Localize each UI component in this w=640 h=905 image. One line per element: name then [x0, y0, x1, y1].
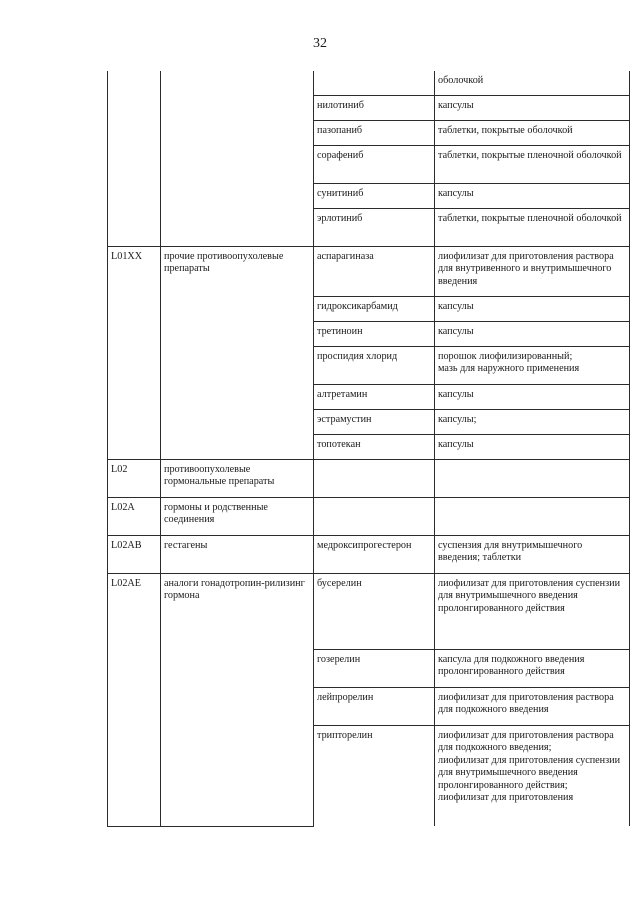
dosage-form-cell	[435, 71, 630, 95]
table-row	[108, 71, 630, 95]
dosage-form-cell	[435, 384, 630, 409]
drug-name-cell: гозерелин	[314, 649, 435, 687]
dosage-form-cell	[435, 95, 630, 120]
drug-name-cell: третиноин	[314, 321, 435, 346]
dosage-form-line: лиофилизат для приготовления раствора для внутривенного и внутримышечного введения	[438, 250, 614, 287]
drug-name-cell: аспарагиназа	[314, 246, 435, 296]
dosage-form-line: таблетки, покрытые оболочкой	[438, 124, 573, 136]
drug-name-cell	[314, 71, 435, 95]
dosage-form-line: суспензия для внутримышечного введения; таблетки	[438, 539, 583, 564]
dosage-form-line: оболочкой	[438, 75, 484, 86]
dosage-form-line: лиофилизат для приготовления суспензии для внутримышечного введения пролонгированного действия	[438, 577, 621, 614]
table-row	[108, 497, 630, 535]
dosage-form-line: капсулы	[438, 300, 474, 312]
atc-code-cell: L01XX	[108, 246, 161, 459]
group-name-cell: аналоги гонадотропин-рилизинг гормона	[161, 573, 314, 826]
drug-table	[107, 71, 630, 827]
dosage-form-cell	[435, 296, 630, 321]
table-row	[108, 246, 630, 296]
atc-code-cell: L02AB	[108, 535, 161, 573]
dosage-form-line: лиофилизат для приготовления раствора для подкожного введения	[438, 691, 614, 716]
dosage-form-line: капсулы	[438, 438, 474, 450]
dosage-form-cell	[435, 145, 630, 183]
group-name-cell: гормоны и родственные соединения	[161, 497, 314, 535]
dosage-form-line: порошок лиофилизированный;	[438, 350, 573, 362]
table-row	[108, 459, 630, 497]
drug-name-cell: топотекан	[314, 434, 435, 459]
dosage-form-line: таблетки, покрытые пленочной оболочкой	[438, 212, 622, 224]
dosage-form-line: мазь для наружного применения	[438, 363, 580, 375]
drug-name-cell: сорафениб	[314, 145, 435, 183]
dosage-form-cell	[435, 321, 630, 346]
drug-name-cell: бусерелин	[314, 573, 435, 649]
dosage-form-cell	[435, 434, 630, 459]
dosage-form-line: капсулы	[438, 325, 474, 337]
dosage-form-line: капсулы	[438, 99, 474, 111]
group-name-cell	[161, 71, 314, 246]
dosage-form-line: капсула для подкожного введения пролонгированного действия	[438, 653, 585, 678]
dosage-form-line: таблетки, покрытые пленочной оболочкой	[438, 149, 622, 161]
dosage-form-line: лиофилизат для приготовления	[438, 792, 574, 804]
dosage-form-cell	[435, 246, 630, 296]
dosage-form-cell	[435, 497, 630, 535]
atc-code-cell	[108, 71, 161, 246]
dosage-form-cell	[435, 120, 630, 145]
drug-name-cell: алтретамин	[314, 384, 435, 409]
dosage-form-line: капсулы	[438, 388, 474, 400]
dosage-form-line: капсулы;	[438, 413, 477, 425]
drug-name-cell: пазопаниб	[314, 120, 435, 145]
dosage-form-cell	[435, 649, 630, 687]
drug-name-cell	[314, 459, 435, 497]
group-name-cell: прочие противоопухолевые препараты	[161, 246, 314, 459]
dosage-form-cell	[435, 346, 630, 384]
dosage-form-cell	[435, 725, 630, 826]
drug-name-cell: гидроксикарбамид	[314, 296, 435, 321]
drug-name-cell: эстрамустин	[314, 409, 435, 434]
drug-name-cell: лейпрорелин	[314, 687, 435, 725]
drug-name-cell: эрлотиниб	[314, 208, 435, 246]
dosage-form-line: капсулы	[438, 187, 474, 199]
drug-name-cell: нилотиниб	[314, 95, 435, 120]
dosage-form-cell	[435, 687, 630, 725]
drug-name-cell	[314, 497, 435, 535]
dosage-form-cell	[435, 459, 630, 497]
table-row	[108, 535, 630, 573]
atc-code-cell: L02	[108, 459, 161, 497]
drug-name-cell: трипторелин	[314, 725, 435, 826]
drug-name-cell: медроксипрогестерон	[314, 535, 435, 573]
dosage-form-line: лиофилизат для приготовления раствора для подкожного введения;	[438, 729, 614, 754]
atc-code-cell: L02AE	[108, 573, 161, 826]
page-number: 32	[313, 36, 327, 51]
atc-code-cell: L02A	[108, 497, 161, 535]
dosage-form-cell	[435, 409, 630, 434]
table-row	[108, 573, 630, 649]
dosage-form-cell	[435, 208, 630, 246]
dosage-form-cell	[435, 183, 630, 208]
dosage-form-line: лиофилизат для приготовления суспензии для внутримышечного введения пролонгированного действия;	[438, 754, 621, 791]
drug-name-cell: сунитиниб	[314, 183, 435, 208]
group-name-cell: гестагены	[161, 535, 314, 573]
dosage-form-cell	[435, 573, 630, 649]
drug-name-cell: проспидия хлорид	[314, 346, 435, 384]
dosage-form-cell	[435, 535, 630, 573]
group-name-cell: противоопухолевые гормональные препараты	[161, 459, 314, 497]
